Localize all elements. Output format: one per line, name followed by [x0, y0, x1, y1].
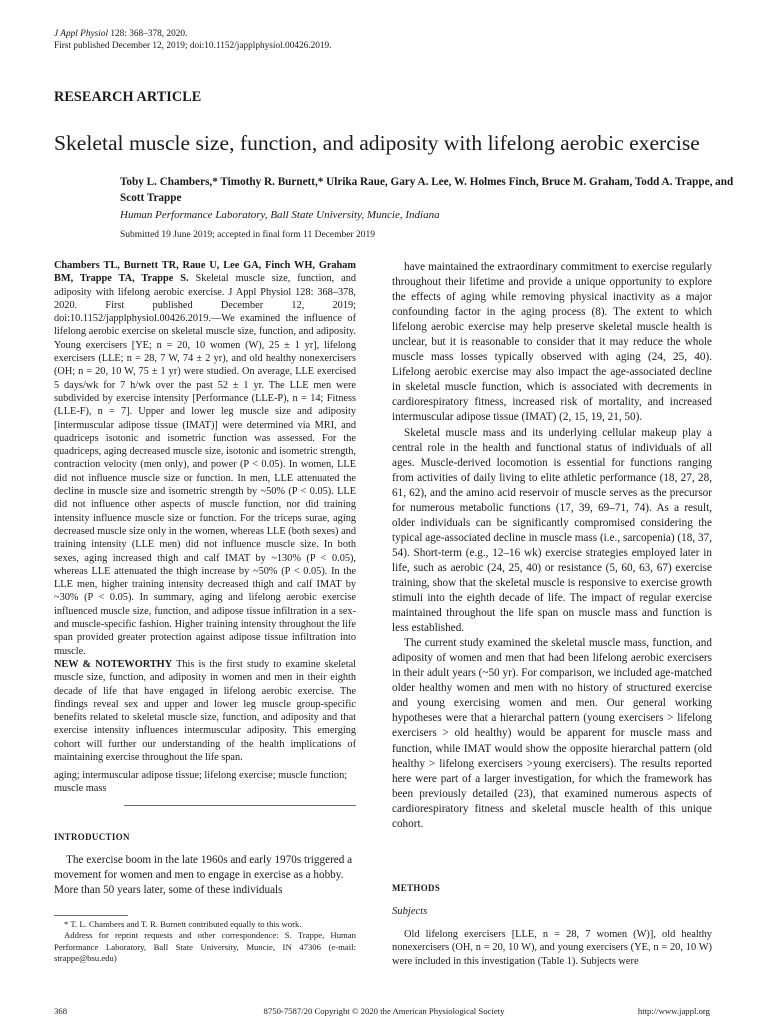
- abstract-text: Skeletal muscle size, function, and adiposity with lifelong aerobic exercise. J Appl Physiol 128: 368–378, 2020. First published December 12, 2019; doi:10.1152/japplphysiol.00426.2019.—We examined the influence of lifelong aerobic exercise on skeletal muscle size, function, and adiposity. Young exercisers [YE; n = 20, 10 women (W), 25 ± 1 yr], lifelong exercisers (LLE; n = 28, 7 W, 74 ± 2 yr), and old healthy nonexercisers (OH; n = 20, 10 W, 75 ± 1 yr) were studied. On average, LLE exercised 5 days/wk for 7 h/wk over the past 52 ± 1 yr. The LLE men were subdivided by exercise intensity [Performance (LLE-P), n = 14; Fitness (LLE-F), n = 7]. Upper and lower leg muscle size and adiposity [intermuscular adipose tissue (IMAT)] were determined via MRI, and quadriceps isotonic and isometric function was assessed. For the quadriceps, aging decreased muscle size, isotonic and isometric strength, contraction velocity (men only), and power (P < 0.05). In women, LLE did not influence muscle size or function. In men, LLE attenuated the decline in muscle size and isometric strength by ~50% (P < 0.05). LLE did not influence other aspects of muscle function, nor did training intensity influence muscle size or function. For the triceps surae, aging decreased muscle size only in the women, whereas LLE (both sexes) and training intensity (LLE men) did not influence muscle size. In both sexes, aging increased thigh and calf IMAT by ~130% (P < 0.05), whereas LLE attenuated the thigh increase by ~50% (P < 0.05). In the LLE men, higher training intensity decreased thigh and calf IMAT by ~30% (P < 0.05). In summary, aging and lifelong aerobic exercise influenced muscle size, function, and adipose tissue infiltration in a sex- and muscle-specific fashion. Higher training intensity throughout the life span provided greater protection against adipose tissue infiltration into muscle.: [54, 273, 357, 657]
- submission-dates: Submitted 19 June 2019; accepted in final form 11 December 2019: [120, 230, 376, 240]
- journal-name: J Appl Physiol: [54, 29, 109, 39]
- abstract-citation-lead: Chambers TL, Burnett TR, Raue U, Lee GA, Finch WH, Graham BM, Trappe TA, Trappe S.: [54, 260, 356, 285]
- introduction-continued: [392, 260, 712, 832]
- affiliation: Human Performance Laboratory, Ball State University, Muncie, Indiana: [120, 209, 440, 221]
- keywords: aging; intermuscular adipose tissue; lifelong exercise; muscle function; muscle mass: [54, 770, 348, 795]
- page-number: 368: [54, 1006, 68, 1016]
- introduction-heading: INTRODUCTION: [54, 832, 130, 842]
- article-title: Skeletal muscle size, function, and adiposity with lifelong aerobic exercise: [54, 131, 700, 155]
- subjects-text: Old lifelong exercisers [LLE, n = 28, 7 women (W)], old healthy nonexercisers (OH, n = 20, 10 W), and young exercisers (YE, n = 20, 10 W) were included in this investigation (Table 1). Subjects were: [392, 929, 712, 967]
- author-list: Toby L. Chambers,* Timothy R. Burnett,* Ulrika Raue, Gary A. Lee, W. Holmes Finch, Bruce M. Graham, Todd A. Trappe, and Scott Trappe: [120, 176, 734, 204]
- paragraph: have maintained the extraordinary commitment to exercise regularly throughout their lifetime and provide a unique opportunity to explore the effects of aging while removing physical inactivity as a major confounding factor in the aging process (8). The extent to which lifelong aerobic exercise may help preserve skeletal muscle health is unclear, but it is reasonable to consider that it may reduce the whole muscle mass losses typically observed with aging (24, 25, 40). Lifelong aerobic exercise may also impact the age-associated decline in skeletal muscle function, which is associated with decrements in cardiorespiratory fitness, increased risk of mortality, and increased intermuscular adipose tissue (IMAT) (2, 15, 19, 21, 50).: [392, 261, 712, 424]
- new-noteworthy-label: NEW & NOTEWORTHY: [54, 659, 173, 670]
- new-noteworthy: [54, 658, 356, 764]
- footnote-divider: [54, 915, 128, 916]
- article-type: RESEARCH ARTICLE: [54, 89, 202, 105]
- section-divider: [124, 805, 356, 806]
- methods-heading: METHODS: [392, 883, 441, 893]
- footnotes: [54, 919, 356, 965]
- first-published-line: First published December 12, 2019; doi:10.1152/japplphysiol.00426.2019.: [54, 41, 332, 51]
- copyright: 8750-7587/20 Copyright © 2020 the American Physiological Society: [263, 1006, 505, 1016]
- journal-url-link[interactable]: http://www.jappl.org: [637, 1006, 710, 1016]
- subjects-subheading: Subjects: [392, 906, 428, 917]
- new-noteworthy-text: This is the first study to examine skeletal muscle size, function, and adiposity in women and men in their eighth decade of life that have engaged in lifelong aerobic exercise. The findings reveal sex and upper and lower leg muscle group-specific benefits related to skeletal muscle size, function, and adiposity and that exercise intensity influences intermuscular adiposity. This emerging cohort will further our understanding of the health implications of maintaining exercise throughout the life span.: [54, 659, 356, 764]
- footnote-correspondence: Address for reprint requests and other correspondence: S. Trappe, Human Performance Laboratory, Ball State University, Muncie, IN 47306 (e-mail: strappe@bsu.edu): [54, 930, 356, 964]
- introduction-text: The exercise boom in the late 1960s and early 1970s triggered a movement for women and men to engage in exercise as a hobby. More than 50 years later, some of these individuals: [54, 854, 353, 896]
- citation-volume: 128: 368–378, 2020.: [108, 29, 188, 39]
- journal-citation: [54, 28, 187, 40]
- paragraph: The current study examined the skeletal muscle mass, function, and adiposity of women and men that had been lifelong aerobic exercisers in their adult years (~50 yr). For comparison, we included age-matched older healthy women and men with no history of structured exercise and young exercising women and men. Our general working hypotheses were that a hierarchal pattern (young exercisers > lifelong exercisers > old healthy) would be apparent for muscle mass and function, while IMAT would show the opposite hierarchal pattern (old healthy > lifelong exercisers >young exercisers). The results reported here were part of a larger investigation, for which the framework has been previously detailed (23), that examined numerous aspects of cardiorespiratory fitness and skeletal muscle health of this unique cohort.: [392, 637, 712, 830]
- paragraph: Skeletal muscle mass and its underlying cellular makeup play a central role in the health and functional status of individuals of all ages. Muscle-derived locomotion is essential for functions ranging from activities of daily living to elite athletic performance (18, 27, 28, 61, 62), and the amino acid reservoir of muscle serves as the precursor for numerous metabolic functions (17, 39, 69–71, 74). As a result, older individuals can be significantly compromised considering the typical age-associated decline in muscle mass (i.e., sarcopenia) (18, 37, 54). Short-term (e.g., 12–16 wk) exercise strategies employed later in life, such as aerobic (24, 25, 40) or resistance (5, 60, 63, 67) exercise training, show that the skeletal muscle is responsive to exercise growth stimuli into the eighth decade of life. The impact of regular exercise maintained throughout the life span on muscle mass and function is less established.: [392, 426, 712, 635]
- abstract: [54, 259, 356, 658]
- footnote-equal-contribution: * T. L. Chambers and T. R. Burnett contributed equally to this work.: [64, 919, 302, 929]
